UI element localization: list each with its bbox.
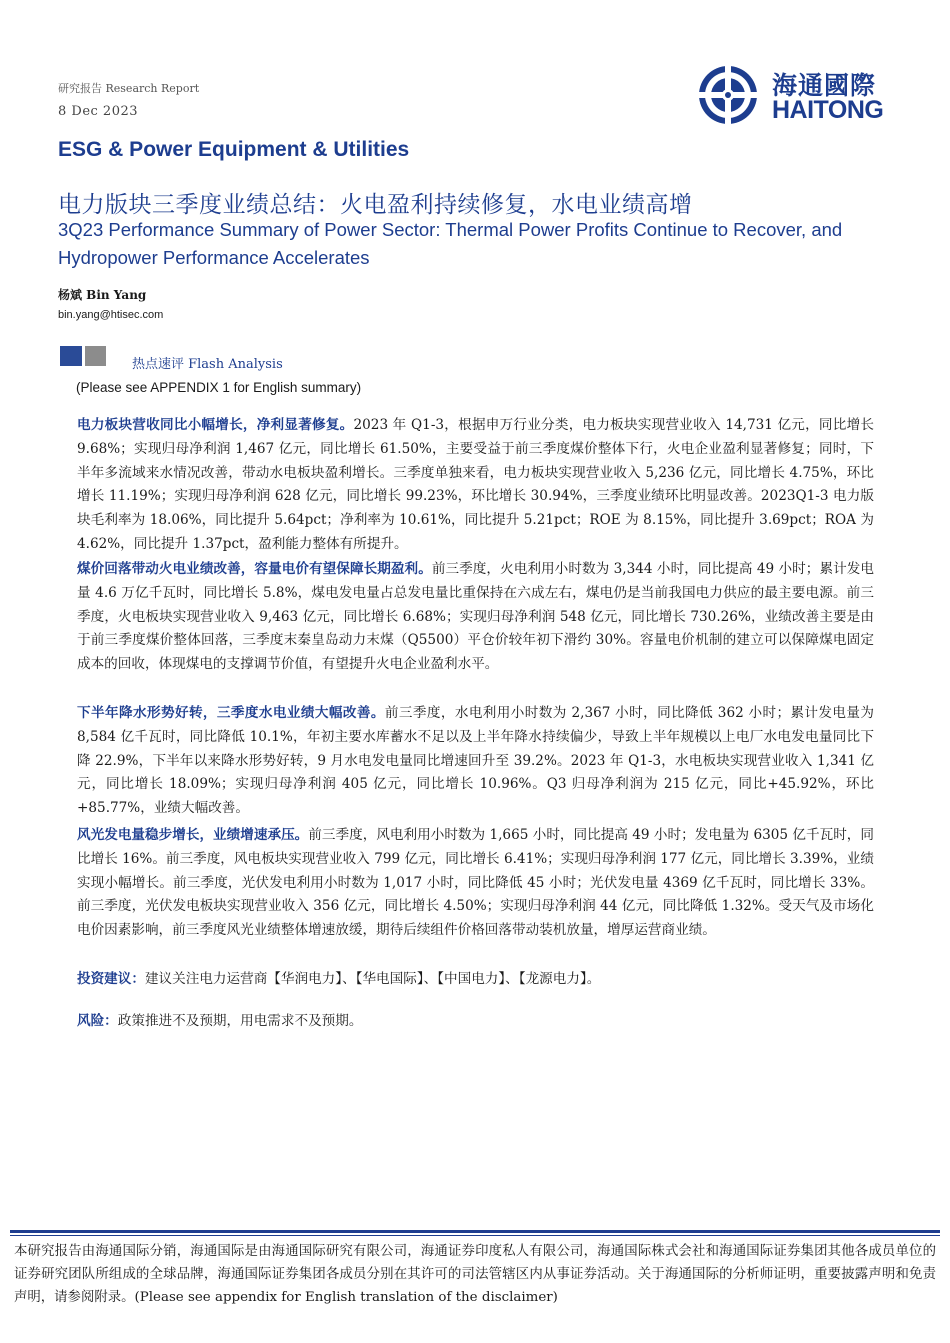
paragraph-heading: 电力板块营收同比小幅增长，净利显著修复。 [77,417,354,433]
paragraph-body: 前三季度，水电利用小时数为 2,367 小时，同比降低 362 小时；累计发电量为 8,584 亿千瓦时，同比降低 10.1%，年初主要水库蓄水不足以及上半年降水持续偏少，导致上半年规模以上电厂水电发电量同比下降 22.9%，下半年以来降水形势好转，9 月水电发电量同比增速回升至 39.2%。2023 年 Q1-3，水电板块实现营业收入 1,341 亿元，同比增长 18.09%；实现归母净利润 405 亿元，同比增长 10.96%。Q3 归母净利润为 215 亿元，同比+45.92%，环比+85.77%，业绩大幅改善。 [77,705,875,817]
paragraph-heading: 煤价回落带动火电业绩改善，容量电价有望保障长期盈利。 [77,561,432,577]
logo-text-cn: 海通國際 [772,71,877,100]
logo-text-en: HAITONG [772,96,884,124]
report-title-cn: 电力版块三季度业绩总结：火电盈利持续修复，水电业绩高增 [58,192,693,218]
paragraph-investment-advice [77,968,874,992]
paragraph-thermal [77,558,874,677]
paragraph-body: 前三季度，风电利用小时数为 1,665 小时，同比提高 49 小时；发电量为 6305 亿千瓦时，同比增长 16%。前三季度，风电板块实现营业收入 799 亿元，同比增长 6.41%；实现归母净利润 177 亿元，同比增长 3.39%，业绩实现小幅增长。前三季度，光伏发电利用小时数为 1,017 小时，同比降低 45 小时；光伏发电量 4369 亿千瓦时，同比增长 33%。前三季度，光伏发电板块实现营业收入 356 亿元，同比增长 4.50%；实现归母净利润 44 亿元，同比降低 1.32%。受天气及市场化电价因素影响，前三季度风光业绩整体增速放缓，期待后续组件价格回落带动装机放量，增厚运营商业绩。 [77,827,875,939]
paragraph-heading: 投资建议： [77,971,145,987]
analyst-name: 杨斌 Bin Yang [58,288,147,302]
report-title-en: 3Q23 Performance Summary of Power Sector: Thermal Power Profits Continue to Recover, and Hydropower Performance Accelerates [58,219,843,268]
paragraph-body: 政策推进不及预期，用电需求不及预期。 [117,1013,363,1029]
paragraph-hydro [77,702,874,821]
flash-marker-gray [85,346,106,366]
appendix-note: (Please see APPENDIX 1 for English summary) [76,380,362,395]
flash-marker-dark [60,346,82,366]
paragraph-heading: 下半年降水形势好转，三季度水电业绩大幅改善。 [77,705,385,721]
sector-heading: ESG & Power Equipment & Utilities [58,138,410,161]
paragraph-revenue [77,414,874,557]
report-date: 8 Dec 2023 [58,104,139,119]
paragraph-body: 建议关注电力运营商【华润电力】、【华电国际】、【中国电力】、【龙源电力】。 [144,971,601,987]
analyst-email[interactable]: bin.yang@htisec.com [58,309,164,321]
paragraph-body: 前三季度，火电利用小时数为 3,344 小时，同比提高 49 小时；累计发电量 4.6 万亿千瓦时，同比增长 5.8%，煤电发电量占总发电量比重保持在六成左右，煤电仍是当前我国电力供应的最主要电源。前三季度，火电板块实现营业收入 9,463 亿元，同比增长 6.68%；实现归母净利润 548 亿元，同比增长 730.26%，业绩改善主要是由于前三季度煤价整体回落，三季度末秦皇岛动力末煤（Q5500）平仓价较年初下滑约 30%。容量电价机制的建立可以保障煤电固定成本的回收，体现煤电的支撑调节价值，有望提升火电企业盈利水平。 [77,561,874,673]
footer-rule [10,1230,940,1233]
paragraph-heading: 风险： [77,1013,118,1029]
footer-disclaimer: 本研究报告由海通国际分销，海通国际是由海通国际研究有限公司，海通证券印度私人有限公司，海通国际株式会社和海通国际证券集团其他各成员单位的证券研究团队所组成的全球品牌，海通国际证券集团各成员分别在其许可的司法管辖区内从事证券活动。关于海通国际的分析师证明，重要披露声明和免责声明，请参阅附录。(Please see appendix for English translation of the disclaimer) [14,1244,936,1305]
flash-analysis-label: 热点速评 Flash Analysis [132,357,283,372]
paragraph-risk [77,1010,874,1034]
paragraph-heading: 风光发电量稳步增长，业绩增速承压。 [77,827,309,843]
paragraph-body: 2023 年 Q1-3，根据申万行业分类，电力板块实现营业收入 14,731 亿元，同比增长 9.68%；实现归母净利润 1,467 亿元，同比增长 61.50%，主要受益于前三季度煤价整体下行，火电企业盈利显著修复；同时，下半年多流域来水情况改善，带动水电板块盈利增长。三季度单独来看，电力板块实现营业收入 5,236 亿元，同比增长 4.75%，环比增长 11.19%；实现归母净利润 628 亿元，同比增长 99.23%，环比增长 30.94%，三季度业绩环比明显改善。2023Q1-3 电力版块毛利率为 18.06%，同比提升 5.64pct；净利率为 10.61%，同比提升 5.21pct；ROE 为 8.15%，同比提升 3.69pct；ROA 为 4.62%，同比提升 1.37pct，盈利能力整体有所提升。 [77,417,874,552]
paragraph-wind-solar [77,824,874,943]
report-type: 研究报告 Research Report [58,82,200,95]
footer-rule-thin [10,1235,940,1236]
